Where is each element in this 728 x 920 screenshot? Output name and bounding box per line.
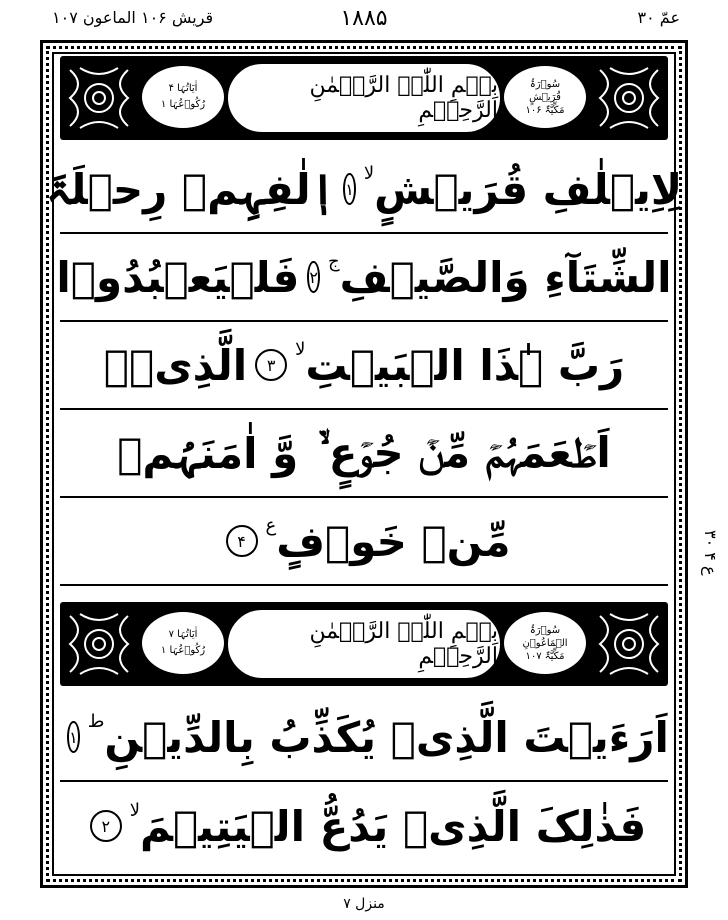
verse-text: الشِّتَآءِ وَالصَّیۡفِ: [339, 252, 672, 302]
basmala: بِسۡمِ اللّٰہِ الرَّحۡمٰنِ الرَّحِیۡمِ: [228, 610, 500, 678]
ayah-number: ۴: [226, 525, 258, 557]
verse-text: وَّ اٰمَنَہُمۡ: [117, 428, 299, 478]
juz-label: عمّ ۳۰: [637, 8, 680, 27]
page-number: ۱۸۸۵: [340, 6, 388, 31]
ruku-count: رُکُوۡعُہَا ۱: [160, 99, 206, 110]
verse-line: [56, 234, 672, 322]
surah-name: قُرَیۡشٍ: [529, 91, 561, 103]
surah-info-medallion: [142, 612, 224, 674]
basmala: بِسۡمِ اللّٰہِ الرَّحۡمٰنِ الرَّحِیۡمِ: [228, 64, 500, 132]
surah-info-medallion: [142, 66, 224, 128]
verse-text: الَّذِیۡۤ: [103, 340, 248, 390]
verse-text: اٖلٰفِہِمۡ رِحۡلَۃَ: [45, 164, 336, 214]
waqf-sign: لا: [129, 799, 141, 821]
surah-label: سُوۡرَۃُ: [529, 78, 561, 90]
verse-text: مِّنۡ خَوۡفٍ: [276, 516, 511, 566]
surah-name: الۡمَاعُوۡنِ: [522, 637, 568, 649]
ayah-number: ۳: [255, 349, 287, 381]
ayah-number: ۱: [343, 173, 356, 205]
verse-line: [60, 498, 668, 586]
verse-text: اَطۡعَمَہُمۡ مِّنۡ جُوۡعٍ ۙ۬: [318, 428, 611, 477]
verse-line: [60, 410, 668, 498]
verse-line: [45, 146, 683, 234]
verse-text: رَبَّ ہٰذَا الۡبَیۡتِ: [305, 340, 625, 390]
verse-text: اَرَءَیۡتَ الَّذِیۡ یُکَذِّبُ بِالدِّیۡنِ: [104, 712, 669, 762]
ayah-number: ۲: [90, 810, 122, 842]
manzil-label: منزل ۷: [343, 896, 385, 912]
surah-header-quraysh: [60, 56, 668, 140]
surah-name-medallion: [504, 66, 586, 128]
surah-label: سُوۡرَۃُ: [529, 624, 561, 636]
waqf-sign: ط: [87, 710, 105, 732]
verse-line: [60, 694, 668, 782]
floral-ornament-icon: [596, 610, 662, 678]
waqf-sign: لا: [295, 338, 306, 360]
ayah-number: ۲: [307, 261, 320, 293]
floral-ornament-icon: [66, 610, 132, 678]
ayah-count: اٰیَاتُہَا ۴: [168, 83, 198, 94]
ruku-sign: ع: [265, 514, 277, 536]
verse-text: لِاِیۡلٰفِ قُرَیۡشٍ: [374, 164, 683, 214]
verse-text: فَلۡیَعۡبُدُوۡا: [56, 252, 300, 302]
floral-ornament-icon: [66, 64, 132, 132]
waqf-sign: لا: [363, 162, 375, 184]
verse-text: فَذٰلِکَ الَّذِیۡ یَدُعُّ الۡیَتِیۡمَ: [140, 801, 647, 851]
surah-range-label: قریش ۱۰۶ الماعون ۱۰۷: [52, 8, 214, 27]
floral-ornament-icon: [596, 64, 662, 132]
waqf-sign: ج: [328, 250, 340, 272]
verse-line: [60, 322, 668, 410]
ruku-count: رُکُوۡعُہَا ۱: [160, 645, 206, 656]
ayah-count: اٰیَاتُہَا ۷: [168, 629, 198, 640]
surah-revelation: مَکِّیَّۃٌ ۱۰۷: [525, 650, 565, 662]
verse-line: [60, 782, 668, 870]
surah-name-medallion: [504, 612, 586, 674]
surah-revelation: مَکِّیَّۃٌ ۱۰۶: [525, 104, 565, 116]
ayah-number: ۱: [67, 721, 80, 753]
ruku-margin-note: ع ۴ ۳۰: [701, 530, 720, 576]
surah-header-maun: [60, 602, 668, 686]
